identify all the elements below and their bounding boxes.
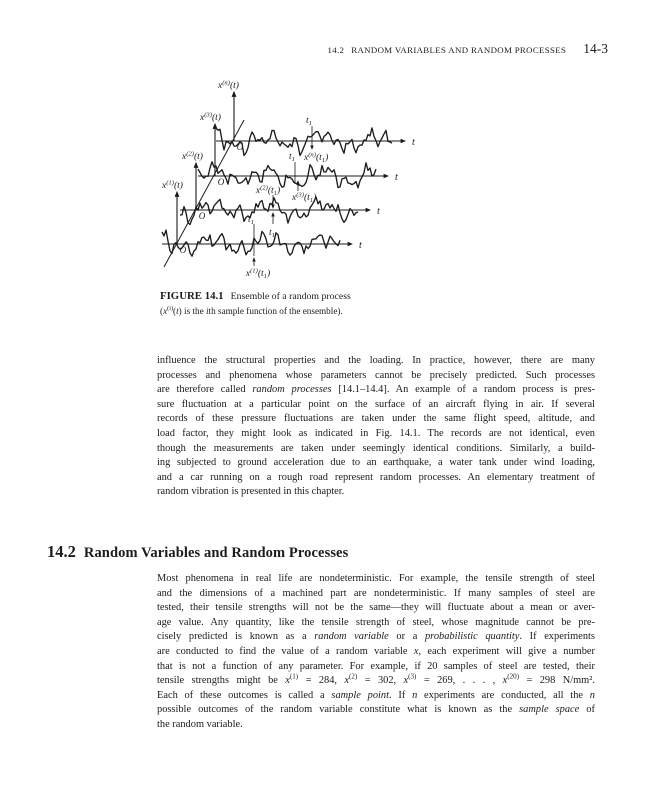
origin-label-2: O [198, 211, 206, 221]
text-line: tested, their tensile strengths will not be the same—they will fluctuate about a mean or aver- [157, 602, 595, 614]
text-line: are conducted to find the value of a random variable x, each experiment will give a number [157, 645, 596, 657]
t1-label-1: $t_1$ [248, 215, 254, 227]
origin-label-4: O [236, 142, 244, 152]
text-line: and the dimensions of a machined part are nondeterministic. If many samples of steel are [157, 587, 595, 599]
text-line: influence the structural properties and the loading. In practice, however, there are many [157, 355, 595, 366]
time-label-4: t [412, 137, 415, 148]
running-head-chapter-title: RANDOM VARIABLES AND RANDOM PROCESSES [351, 45, 567, 55]
sample-value-label-1: $x^{(1)}(t_1)$ [245, 267, 271, 281]
text-line: are therefore called random processes [14.1–14.4]. An example of a random process is pres- [157, 384, 596, 396]
time-label-1: t [359, 240, 362, 251]
text-line: age value. Any quantity, like the tensile strength of steel, whose magnitude cannot be pre- [157, 616, 595, 628]
text-line: the random variable. [157, 718, 243, 730]
t1-label-2: $t_1$ [269, 228, 275, 240]
page-number: 14-3 [583, 41, 608, 56]
time-label-3: t [395, 172, 398, 183]
running-head-section-number: 14.2 [327, 45, 345, 55]
t1-label-3: $t_1$ [289, 152, 295, 164]
figure-14-1-ensemble-diagram [158, 74, 488, 290]
text-line: that is not a function of any parameter. For example, if 20 samples of steel are tested, their [157, 660, 595, 672]
origin-label-1: O [179, 245, 187, 255]
text-line: Each of these outcomes is called a sample point. If n experiments are conducted, all the n [157, 689, 595, 701]
section-title: Random Variables and Random Processes [83, 545, 349, 561]
running-head [0, 41, 608, 57]
sample-value-label-4: $x^{(n)}(t_1)$ [304, 151, 329, 165]
text-line: load factor, they might look as indicated in Fig. 14.1. The records are not identical, even [157, 427, 595, 439]
axis-label-2: $x^{(2)}(t)$ [182, 150, 203, 162]
section-number: 14.2 [47, 542, 76, 561]
text-line: Most phenomena in real life are nondeterministic. For example, the tensile strength of steel [157, 573, 595, 584]
section-heading [47, 542, 348, 562]
running-head-title [327, 45, 566, 55]
waveform-trace-1 [162, 230, 340, 256]
text-line: possible outcomes of the random variable constitute what is known as the sample space of [157, 704, 595, 716]
figure-caption-note: ($x^{(i)}(t)$ is the ith sample function of the ensemble). [160, 304, 343, 316]
ensemble-figure-svg [158, 74, 488, 290]
sample-value-label-3: $x^{(3)}(t_1)$ [292, 191, 317, 205]
text-line: though the measurements are taken under seemingly identical conditions. Similarly, a build- [157, 442, 595, 454]
text-line: cisely predicted is known as a random variable or a probabilistic quantity. If experiments [157, 631, 595, 643]
origin-label-3: O [217, 177, 225, 187]
text-line: processes and phenomena whose parameters cannot be precisely predicted. Such processes [157, 369, 595, 381]
paragraph-random-variables [157, 572, 595, 733]
axis-label-1: $x^{(1)}(t)$ [162, 179, 183, 191]
figure-caption-tag: FIGURE 14.1 [160, 290, 224, 302]
text-line: random vibration is presented in this chapter. [157, 486, 345, 498]
text-line: records of these pressure fluctuations are taken under the same flight speed, altitude, and [157, 413, 595, 425]
figure-caption [160, 289, 490, 317]
axis-label-3: $x^{(3)}(t)$ [200, 111, 221, 123]
t1-label-4: $t_1$ [306, 116, 312, 128]
paragraph-random-processes [157, 354, 595, 500]
text-line: and a car running on a rough road represent random processes. An elementary treatment of [157, 471, 595, 483]
text-line: sure fluctuation at a particular point on the surface of an aircraft flying in air. If several [157, 398, 595, 410]
figure-caption-text: Ensemble of a random process [230, 291, 351, 302]
time-label-2: t [377, 206, 380, 217]
waveform-trace-2 [180, 197, 358, 225]
sample-value-label-2: $x^{(2)}(t_1)$ [255, 184, 281, 198]
text-line: ing subjected to ground acceleration due to an earthquake, a water tank under wind loading, [157, 457, 595, 469]
text-line: tensile strengths might be $x^{(1)} = 284$, $x^{(2)} = 302$, $x^{(3)} = 269$, . . . , $x^{(20)} = 298$ N/mm². [157, 672, 595, 687]
axis-label-4: $x^{(n)}(t)$ [218, 79, 239, 91]
waveform-trace-3 [198, 162, 376, 188]
